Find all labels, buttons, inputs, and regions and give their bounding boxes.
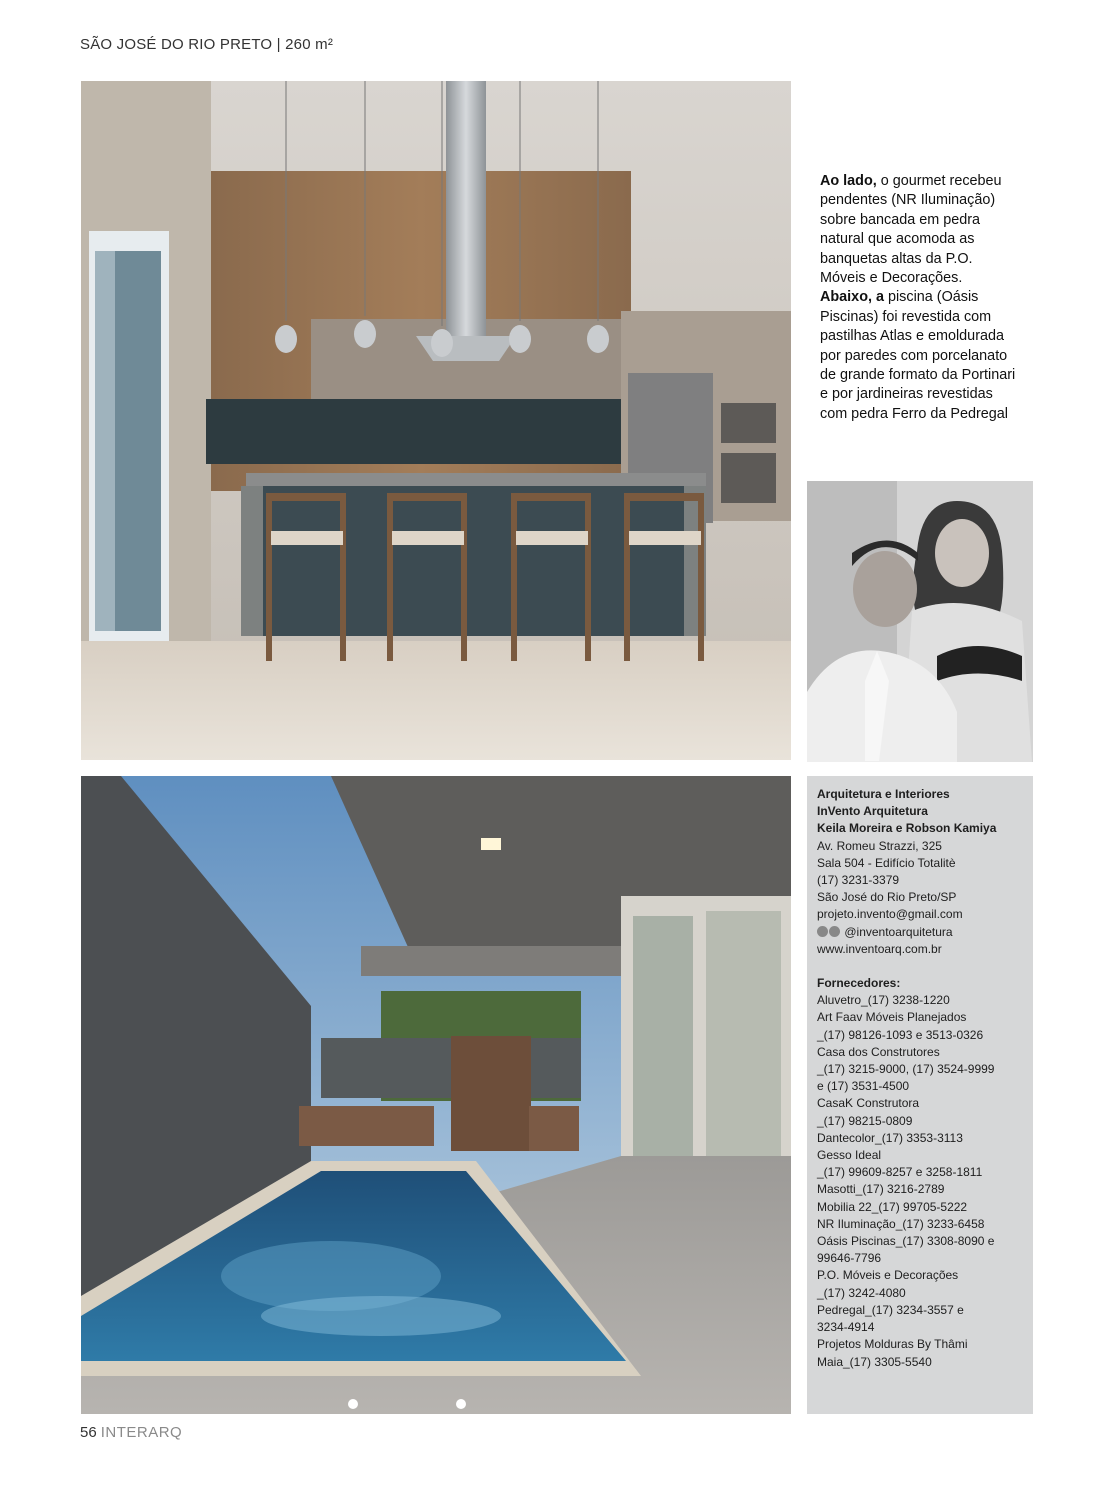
supplier-line: Maia_(17) 3305-5540	[817, 1354, 932, 1369]
social-handle: @inventoarquitetura	[844, 924, 953, 939]
supplier-line: Projetos Molduras By Thâmi	[817, 1337, 968, 1352]
supplier-line: 3234-4914	[817, 1320, 875, 1335]
credits-social	[817, 924, 1023, 941]
credits-email: projeto.invento@gmail.com	[817, 907, 963, 922]
supplier-line: Pedregal_(17) 3234-3557 e	[817, 1302, 964, 1317]
supplier-line: NR Iluminação_(17) 3233-6458	[817, 1216, 985, 1231]
supplier-line: _(17) 3215-9000, (17) 3524-9999	[817, 1062, 995, 1077]
page-footer	[80, 1424, 182, 1441]
page-header-label: SÃO JOSÉ DO RIO PRETO | 260 m²	[80, 36, 334, 53]
credits-architects: Keila Moreira e Robson Kamiya	[817, 821, 997, 836]
supplier-line: Oásis Piscinas_(17) 3308-8090 e	[817, 1234, 995, 1249]
supplier-line: Mobilia 22_(17) 99705-5222	[817, 1199, 968, 1214]
supplier-line: Casa dos Construtores	[817, 1044, 940, 1059]
supplier-line: Art Faav Móveis Planejados	[817, 1010, 967, 1025]
supplier-line: Aluvetro_(17) 3238-1220	[817, 993, 950, 1008]
instagram-icon	[817, 926, 828, 937]
facebook-icon	[829, 926, 840, 937]
kitchen-photo	[81, 81, 791, 760]
magazine-name: INTERARQ	[100, 1424, 183, 1441]
supplier-line: CasaK Construtora	[817, 1096, 920, 1111]
credits-phone: (17) 3231-3379	[817, 873, 900, 888]
page-number: 56	[80, 1424, 97, 1441]
supplier-line: _(17) 3242-4080	[817, 1285, 906, 1300]
supplier-line: Masotti_(17) 3216-2789	[817, 1182, 945, 1197]
supplier-line: Dantecolor_(17) 3353-3113	[817, 1130, 963, 1145]
credits-city: São José do Rio Preto/SP	[817, 890, 957, 905]
credits-heading: Arquitetura e Interiores	[817, 787, 950, 801]
credits-panel	[807, 776, 1033, 1414]
supplier-line: e (17) 3531-4500	[817, 1079, 910, 1094]
supplier-line: _(17) 99609-8257 e 3258-1811	[817, 1165, 983, 1180]
caption-lead-1: Ao lado,	[820, 173, 877, 189]
supplier-line: 99646-7796	[817, 1251, 882, 1266]
suppliers-title: Fornecedores:	[817, 976, 901, 991]
architects-portrait-photo	[807, 481, 1033, 762]
credits-website: www.inventoarq.com.br	[817, 941, 942, 956]
supplier-line: P.O. Móveis e Decorações	[817, 1268, 959, 1283]
caption-text-1: o gourmet recebeu pendentes (NR Iluminação) sobre bancada em pedra natural que acomoda as banquetas altas da P.O. Móveis e Decorações.	[820, 173, 1002, 287]
photo-caption	[820, 172, 1016, 424]
supplier-line: _(17) 98215-0809	[817, 1113, 913, 1128]
caption-lead-2: Abaixo, a	[820, 289, 884, 306]
supplier-line: Gesso Ideal	[817, 1148, 882, 1163]
credits-address-line: Sala 504 - Edifício Totalitè	[817, 855, 956, 870]
caption-text-2: piscina (Oásis Piscinas) foi revestida com pastilhas Atlas e emoldurada por paredes com porcelanato de grande formato da Portinari e por jardineiras revestidas com pedra Ferro da Pedregal	[820, 289, 1016, 422]
supplier-line: _(17) 98126-1093 e 3513-0326	[817, 1027, 984, 1042]
suppliers-list	[817, 992, 1023, 1370]
credits-address-line: Av. Romeu Strazzi, 325	[817, 838, 942, 853]
pool-photo	[81, 776, 791, 1414]
credits-office: InVento Arquitetura	[817, 804, 928, 819]
